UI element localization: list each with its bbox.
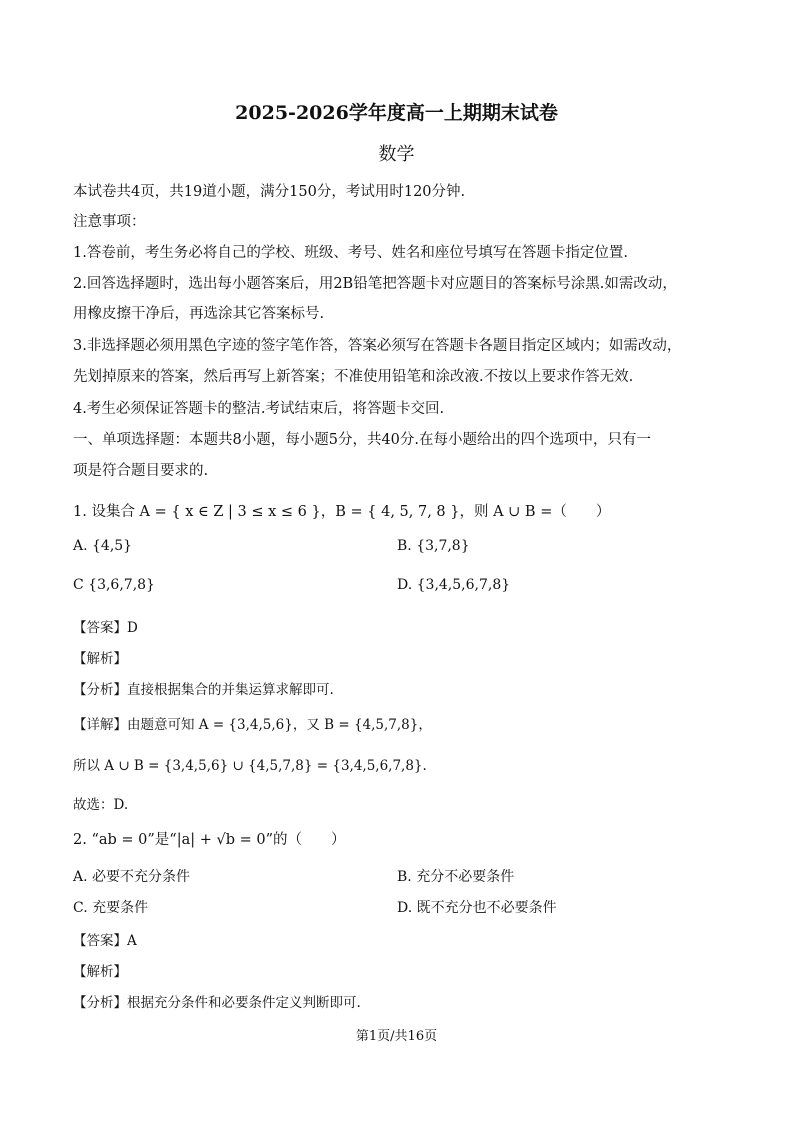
question-2-stem: 2. “ab = 0”是“|a| + √b = 0”的（ ） <box>73 832 346 848</box>
question-2-fenxi: 【分析】根据充分条件和必要条件定义判断即可. <box>73 995 361 1011</box>
question-2-analysis-label: 【解析】 <box>73 964 127 980</box>
notice-item-3-line-2: 先划掉原来的答案，然后再写上新答案；不准使用铅笔和涂改液.不按以上要求作答无效. <box>73 369 634 385</box>
question-1-conclusion: 所以 A ∪ B = {3,4,5,6} ∪ {4,5,7,8} = {3,4,5,6,7,8}. <box>73 758 427 774</box>
question-2-answer: 【答案】A <box>73 933 137 949</box>
exam-title: 2025-2026学年度高一上期期末试卷 <box>235 102 558 124</box>
notice-item-1: 1.答卷前，考生务必将自己的学校、班级、考号、姓名和座位号填写在答题卡指定位置. <box>73 245 628 261</box>
notice-item-4: 4.考生必须保证答题卡的整洁.考试结束后，将答题卡交回. <box>73 401 445 417</box>
question-1-detail: 【详解】由题意可知 A = {3,4,5,6}，又 B = {4,5,7,8}， <box>73 717 432 733</box>
question-1-option-a: A. {4,5} <box>73 538 133 554</box>
question-1-fenxi: 【分析】直接根据集合的并集运算求解即可. <box>73 682 334 698</box>
question-1-stem: 1. 设集合 A = { x ∈ Z | 3 ≤ x ≤ 6 }，B = { 4, 5, 7, 8 }，则 A ∪ B =（ ） <box>73 504 611 520</box>
question-1-option-b: B. {3,7,8} <box>397 538 470 554</box>
exam-summary: 本试卷共4页，共19道小题，满分150分，考试用时120分钟. <box>73 184 466 200</box>
notice-item-3-line-1: 3.非选择题必须用黑色字迹的签字笔作答，答案必须写在答题卡各题目指定区域内；如需改动， <box>73 338 682 354</box>
exam-subject: 数学 <box>378 144 415 165</box>
question-2-option-c: C. 充要条件 <box>73 900 149 916</box>
section-1-heading-line-2: 项是符合题目要求的. <box>73 463 209 479</box>
notice-item-2-line-2: 用橡皮擦干净后，再选涂其它答案标号. <box>73 306 325 322</box>
page-footer: 第1页/共16页 <box>355 1029 438 1044</box>
question-1-option-d: D. {3,4,5,6,7,8} <box>397 577 511 593</box>
notice-heading: 注意事项： <box>73 214 146 230</box>
question-1-analysis-label: 【解析】 <box>73 651 127 667</box>
question-1-choice: 故选：D. <box>73 797 129 813</box>
question-2-option-d: D. 既不充分也不必要条件 <box>397 900 557 916</box>
question-2-option-b: B. 充分不必要条件 <box>397 869 515 885</box>
question-1-answer: 【答案】D <box>73 620 138 636</box>
question-1-option-c: C {3,6,7,8} <box>73 577 155 593</box>
notice-item-2-line-1: 2.回答选择题时，选出每小题答案后，用2B铅笔把答题卡对应题目的答案标号涂黑.如需改动， <box>73 276 677 292</box>
question-2-option-a: A. 必要不充分条件 <box>73 869 191 885</box>
section-1-heading-line-1: 一、单项选择题：本题共8小题，每小题5分，共40分.在每小题给出的四个选项中，只有一 <box>73 432 652 448</box>
